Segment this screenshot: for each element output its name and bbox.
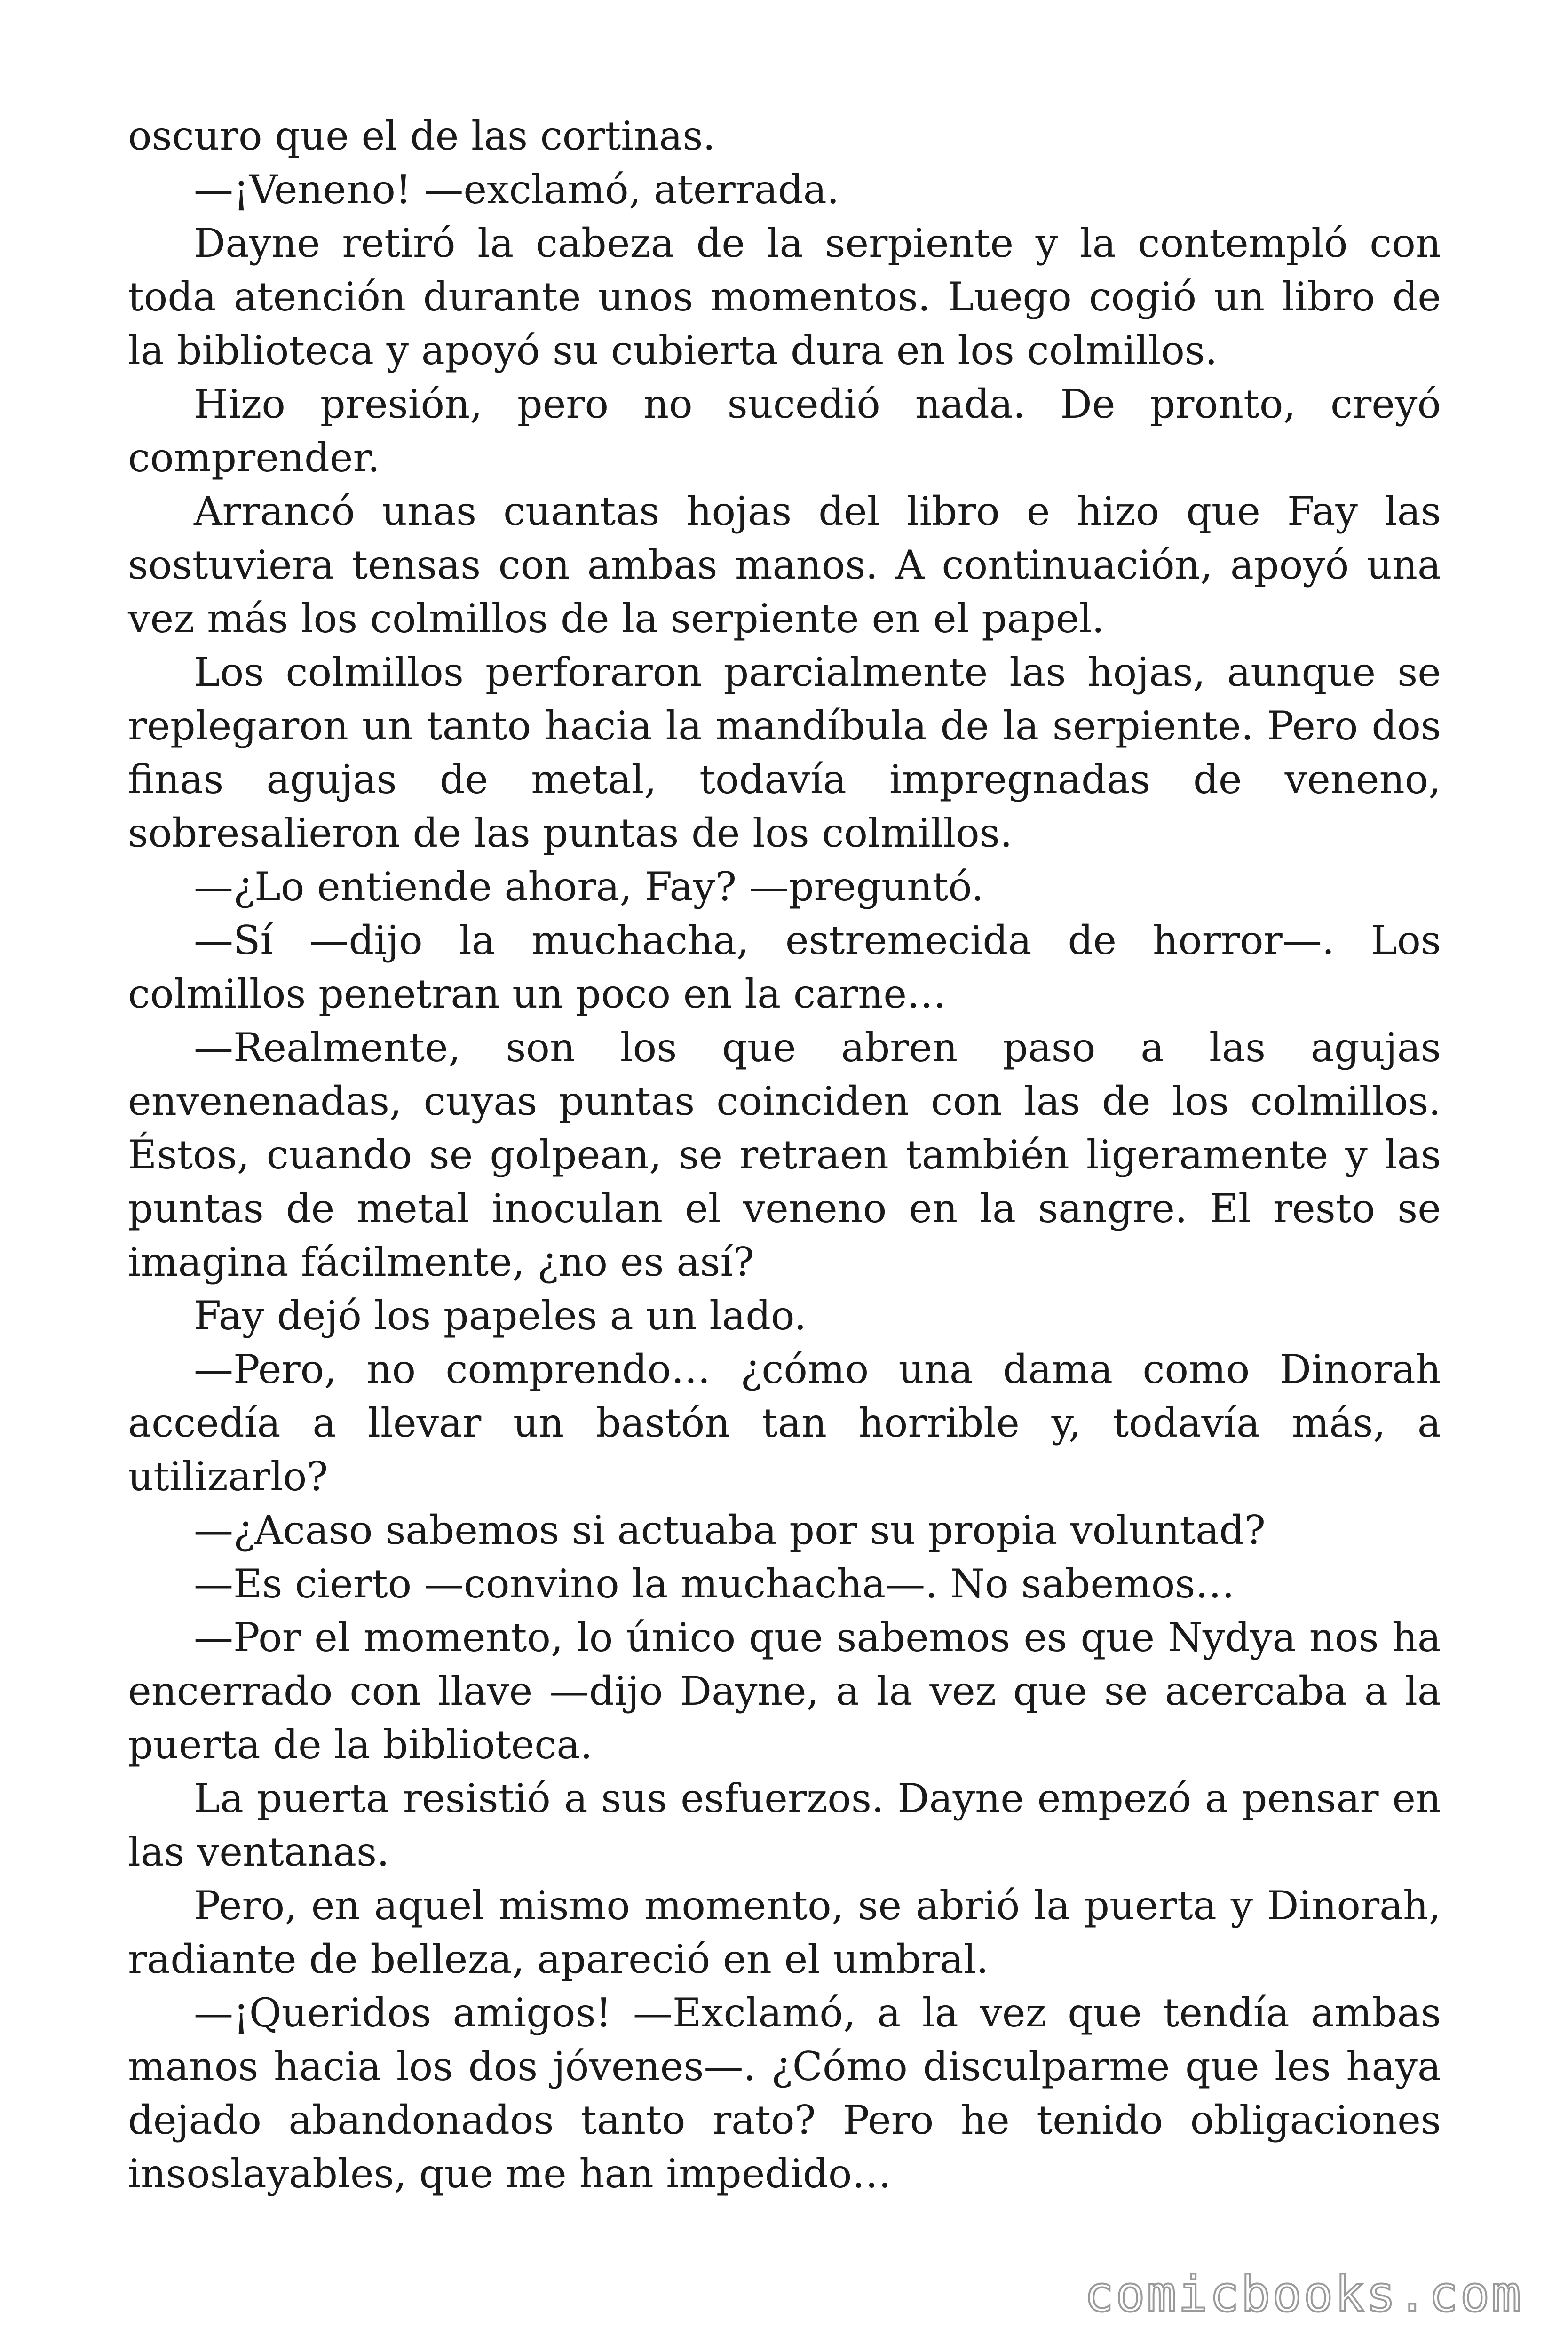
page-text [128, 109, 1441, 2201]
paragraph: Dayne retiró la cabeza de la serpiente y la contempló con toda atención durante unos momentos. Luego cogió un libro de la biblioteca y apoyó su cubierta dura en los colmillos. [128, 220, 1441, 373]
paragraph: —¿Lo entiende ahora, Fay? —preguntó. [194, 864, 984, 910]
paragraph: —Por el momento, lo único que sabemos es que Nydya nos ha encerrado con llave —dijo Dayne, a la vez que se acercaba a la puerta de la biblioteca. [128, 1614, 1441, 1768]
paragraph: —¡Veneno! —exclamó, aterrada. [194, 167, 839, 213]
paragraph: —Pero, no comprendo… ¿cómo una dama como Dinorah accedía a llevar un bastón tan horrible y, todavía más, a utilizarlo? [128, 1346, 1441, 1500]
paragraph: Arrancó unas cuantas hojas del libro e hizo que Fay las sostuviera tensas con ambas manos. A continuación, apoyó una vez más los colmillos de la serpiente en el papel. [128, 488, 1441, 642]
paragraph: —¡Queridos amigos! —Exclamó, a la vez que tendía ambas manos hacia los dos jóvenes—. ¿Cómo disculparme que les haya dejado abandonados tanto rato? Pero he tenido obligaciones insoslayables, que me han impedido… [128, 1990, 1441, 2197]
paragraph: —Es cierto —convino la muchacha—. No sabemos… [194, 1561, 1235, 1607]
paragraph: Los colmillos perforaron parcialmente las hojas, aunque se replegaron un tanto hacia la mandíbula de la serpiente. Pero dos finas agujas de metal, todavía impregnadas de veneno, sobresalieron de las puntas de los colmillos. [128, 649, 1441, 856]
paragraph: Hizo presión, pero no sucedió nada. De pronto, creyó comprender. [128, 381, 1441, 481]
paragraph: oscuro que el de las cortinas. [128, 113, 716, 159]
watermark: comicbooks.com [1084, 2265, 1523, 2323]
paragraph: —¿Acaso sabemos si actuaba por su propia voluntad? [194, 1507, 1266, 1553]
paragraph: Pero, en aquel mismo momento, se abrió la puerta y Dinorah, radiante de belleza, apareció en el umbral. [128, 1883, 1441, 1982]
paragraph: —Realmente, son los que abren paso a las agujas envenenadas, cuyas puntas coinciden con las de los colmillos. Éstos, cuando se golpean, se retraen también ligeramente y las puntas de metal inoculan el veneno en la sangre. El resto se imagina fácilmente, ¿no es así? [128, 1025, 1441, 1285]
paragraph: Fay dejó los papeles a un lado. [194, 1293, 807, 1339]
paragraph: —Sí —dijo la muchacha, estremecida de horror—. Los colmillos penetran un poco en la carne… [128, 917, 1441, 1017]
paragraph: La puerta resistió a sus esfuerzos. Dayne empezó a pensar en las ventanas. [128, 1775, 1441, 1875]
